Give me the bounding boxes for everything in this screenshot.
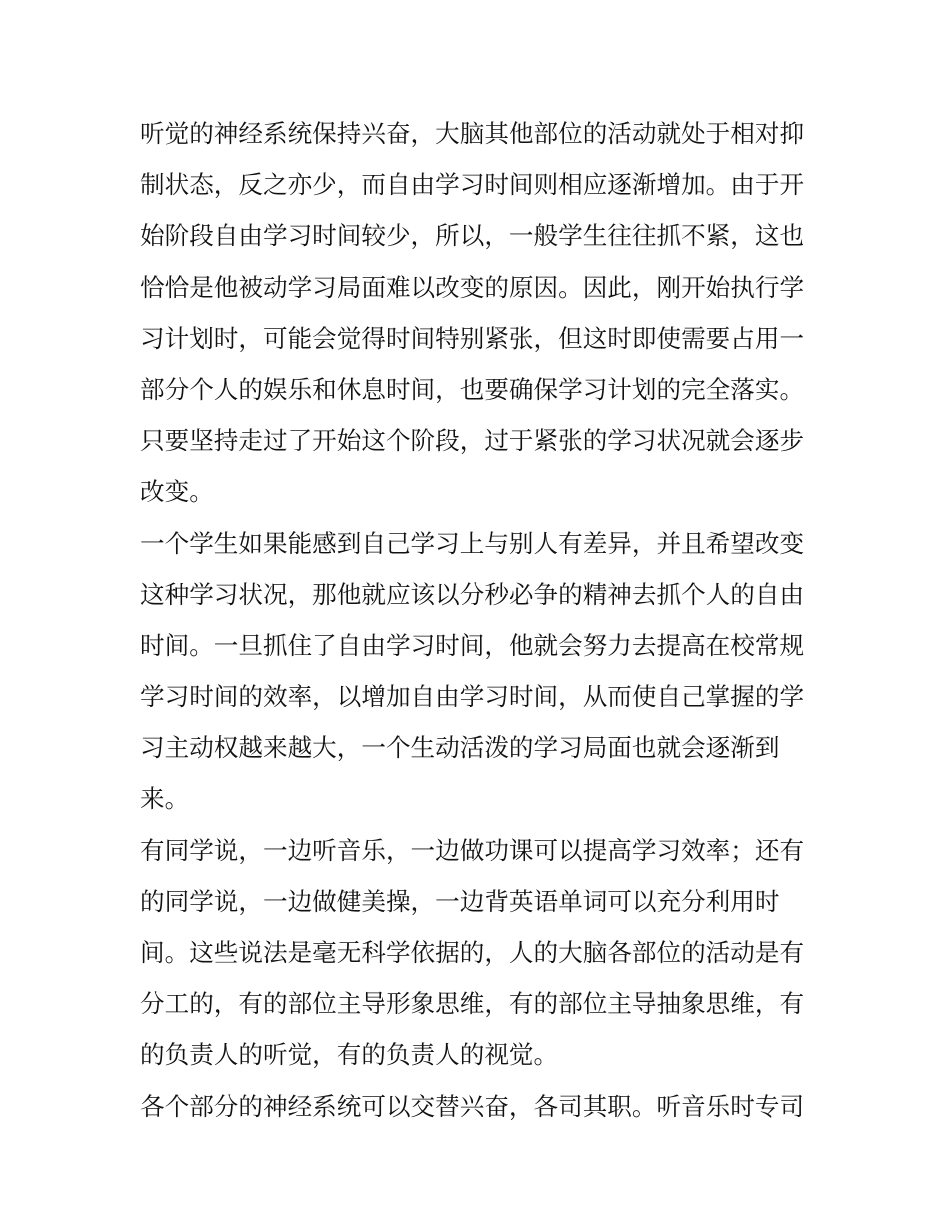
text-line: 时间。一旦抓住了自由学习时间，他就会努力去提高在校常规	[140, 630, 805, 660]
text-line: 分工的，有的部位主导形象思维，有的部位主导抽象思维，有	[140, 989, 805, 1019]
text-line: 一个学生如果能感到自己学习上与别人有差异，并且希望改变	[140, 528, 805, 558]
text-line: 来。	[140, 784, 190, 814]
text-line: 改变。	[140, 477, 214, 507]
text-line: 始阶段自由学习时间较少，所以，一般学生往往抓不紧，这也	[140, 221, 805, 251]
text-line: 有同学说，一边听音乐，一边做功课可以提高学习效率；还有	[140, 835, 805, 865]
text-line: 习主动权越来越大，一个生动活泼的学习局面也就会逐渐到	[140, 733, 780, 763]
text-line: 只要坚持走过了开始这个阶段，过于紧张的学习状况就会逐步	[140, 426, 805, 456]
text-line: 学习时间的效率，以增加自由学习时间，从而使自己掌握的学	[140, 682, 805, 712]
text-line: 听觉的神经系统保持兴奋，大脑其他部位的活动就处于相对抑	[140, 119, 805, 148]
text-line: 制状态，反之亦少，而自由学习时间则相应逐渐增加。由于开	[140, 170, 805, 200]
text-line: 的负责人的听觉，有的负责人的视觉。	[140, 1040, 559, 1070]
text-line: 间。这些说法是毫无科学依据的，人的大脑各部位的活动是有	[140, 938, 805, 967]
text-line: 部分个人的娱乐和休息时间，也要确保学习计划的完全落实。	[140, 374, 805, 404]
text-line: 习计划时，可能会觉得时间特别紧张，但这时即使需要占用一	[140, 323, 805, 353]
text-line: 恰恰是他被动学习局面难以改变的原因。因此，刚开始执行学	[140, 272, 805, 302]
body-text	[140, 108, 816, 1132]
text-line: 的同学说，一边做健美操，一边背英语单词可以充分利用时	[140, 886, 780, 916]
text-line: 各个部分的神经系统可以交替兴奋，各司其职。听音乐时专司	[140, 1091, 805, 1121]
text-line: 这种学习状况，那他就应该以分秒必争的精神去抓个人的自由	[140, 579, 805, 609]
